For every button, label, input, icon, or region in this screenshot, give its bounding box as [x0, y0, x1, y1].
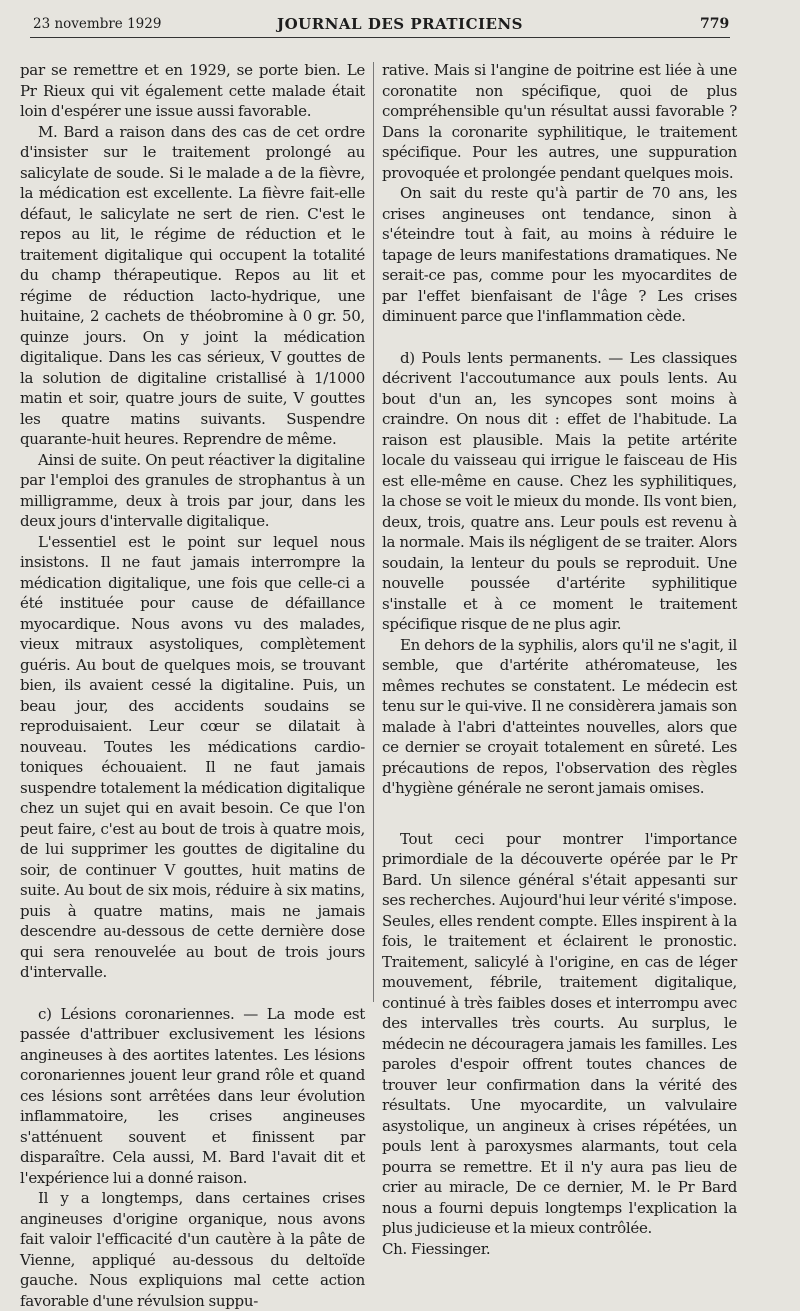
left-column [20, 60, 365, 1311]
header-rule [30, 37, 730, 38]
paragraph: Il y a longtemps, dans certaines crises angineuses d'origine organique, nous avons fait valoir l'efficacité d'un cautère à la pâte de Vienne, appliqué au-dessous du deltoïde gauche. Nous expliquions mal cette action favorable d'une révulsion suppu- [20, 1189, 365, 1310]
paragraph: d) Pouls lents permanents. — Les classiques décrivent l'accoutumance aux pouls lents. Au bout d'un an, les syncopes sont moins à craindre. On nous dit : effet de l'habitude. La raison est plausible. Mais la petite artérite locale du vaisseau qui irrigue le faisceau de His est elle-même en cause. Chez les syphilitiques, la chose se voit le mieux du monde. Ils vont bien, deux, trois, quatre ans. Leur pouls est revenu à la normale. Mais ils négligent de se traiter. Alors soudain, la lenteur du pouls se reproduit. Une nouvelle poussée d'artérite syphilitique s'installe et à ce moment le traitement spécifique risque de ne plus agir. [382, 348, 737, 633]
paragraph: L'essentiel est le point sur lequel nous insistons. Il ne faut jamais interrompre la médication digitalique, une fois que celle-ci a été instituée pour cause de défaillance myocardique. Nous avons vu des malades, vieux mitraux asystoliques, complètement guéris. Au bout de quelques mois, se trouvant bien, ils avaient cessé la digitaline. Puis, un beau jour, des accidents soudains se reproduisaient. Leur cœur se dilatait à nouveau. Toutes les médications cardio-toniques échouaient. Il ne faut jamais suspendre totalement la médication digitalique chez un sujet qui en avait besoin. Ce que l'on peut faire, c'est au bout de trois à quatre mois, de lui supprimer les gouttes de digitaline du soir, de continuer V gouttes, huit matins de suite. Au bout de six mois, réduire à six matins, puis à quatre matins, mais ne jamais descendre au-dessous de cette dernière dose qui sera renouvelée au bout de trois jours d'intervalle. [20, 532, 365, 981]
section-gap [20, 983, 365, 1004]
paragraph: On sait du reste qu'à partir de 70 ans, les crises angineuses ont tendance, sinon à s'éteindre tout à fait, au moins à réduire le tapage de leurs manifestations dramatiques. Ne serait-ce pas, comme pour les myocardites de par l'effet bienfaisant de l'âge ? Les crises diminuent parce que l'inflammation cède. [382, 184, 737, 325]
signature: Ch. Fiessinger. [382, 1239, 491, 1258]
section-gap [382, 799, 737, 829]
paragraph: Tout ceci pour montrer l'importance primordiale de la découverte opérée par le Pr Bard. Un silence général s'était appesanti sur ses recherches. Aujourd'hui leur vérité s'impose. Seules, elles rendent compte. Elles inspirent à la fois, le traitement et éclairent le pronostic. Traitement, salicylé à l'origine, en cas de léger mouvement, fébrile, traitement digitalique, continué à très faibles doses et interrompu avec des intervalles très courts. Au surplus, le médecin ne découragera jamais les familles. Les paroles d'espoir offrent toutes chances de trouver leur confirmation dans la vérité des résultats. Une myocardite, un valvulaire asystolique, un angineux à crises répétées, un pouls lent à paroxysmes alarmants, tout cela pourra se remettre. Et il n'y aura pas lieu de crier au miracle, De ce dernier, M. le Pr Bard nous a fourni depuis longtemps l'explication la plus judicieuse et la mieux contrôlée. [382, 829, 737, 1237]
paragraph: M. Bard a raison dans des cas de cet ordre d'insister sur le traitement prolongé au salicylate de soude. Si le malade a de la fièvre, la médication est excellente. La fièvre fait-elle défaut, le salicylate ne sert de rien. C'est le repos au lit, le régime de réduction et le traitement digitalique qui occupent la totalité du champ thérapeutique. Repos au lit et régime de réduction lacto-hydrique, une huitaine, 2 cachets de théobromine à 0 gr. 50, quinze jours. On y joint la médication digitalique. Dans les cas sérieux, V gouttes de la solution de digitaline cristallisé à 1/1000 matin et soir, quatre jours de suite, V gouttes les quatre matins suivants. Suspendre quarante-huit heures. Reprendre de même. [20, 122, 365, 448]
paragraph: Ainsi de suite. On peut réactiver la digitaline par l'emploi des granules de strophantus à un milligramme, deux à trois par jour, dans les deux jours d'intervalle digitalique. [20, 450, 365, 530]
journal-title: JOURNAL DES PRATICIENS [277, 15, 523, 33]
column-divider [373, 62, 374, 1002]
page-header [0, 0, 800, 42]
paragraph: En dehors de la syphilis, alors qu'il ne s'agit, il semble, que d'artérite athéromateuse, les mêmes rechutes se constatent. Le médecin est tenu sur le qui-vive. Il ne considèrera jamais son malade à l'abri d'atteintes nouvelles, alors que ce dernier se croyait totalement en sûreté. Les précautions de repos, l'observation des règles d'hygiène générale ne seront jamais omises. [382, 635, 737, 797]
issue-date: 23 novembre 1929 [33, 16, 162, 32]
section-gap [382, 327, 737, 348]
paragraph: rative. Mais si l'angine de poitrine est liée à une coronatite non spécifique, quoi de plus compréhensible qu'un résultat aussi favorable ? Dans la coronarite syphilitique, le traitement spécifique. Pour les autres, une suppuration provoquée et prolongée pendant quelques mois. [382, 61, 737, 182]
paragraph: par se remettre et en 1929, se porte bien. Le Pr Rieux qui vit également cette malade était loin d'espérer une issue aussi favorable. [20, 61, 365, 120]
right-column [382, 60, 737, 1259]
paragraph: c) Lésions coronariennes. — La mode est passée d'attribuer exclusivement les lésions angineuses à des aortites latentes. Les lésions coronariennes jouent leur grand rôle et quand ces lésions sont arrêtées dans leur évolution inflammatoire, les crises angineuses s'atténuent souvent et finissent par disparaître. Cela aussi, M. Bard l'avait dit et l'expérience lui a donné raison. [20, 1004, 365, 1187]
page-number: 779 [700, 16, 730, 32]
